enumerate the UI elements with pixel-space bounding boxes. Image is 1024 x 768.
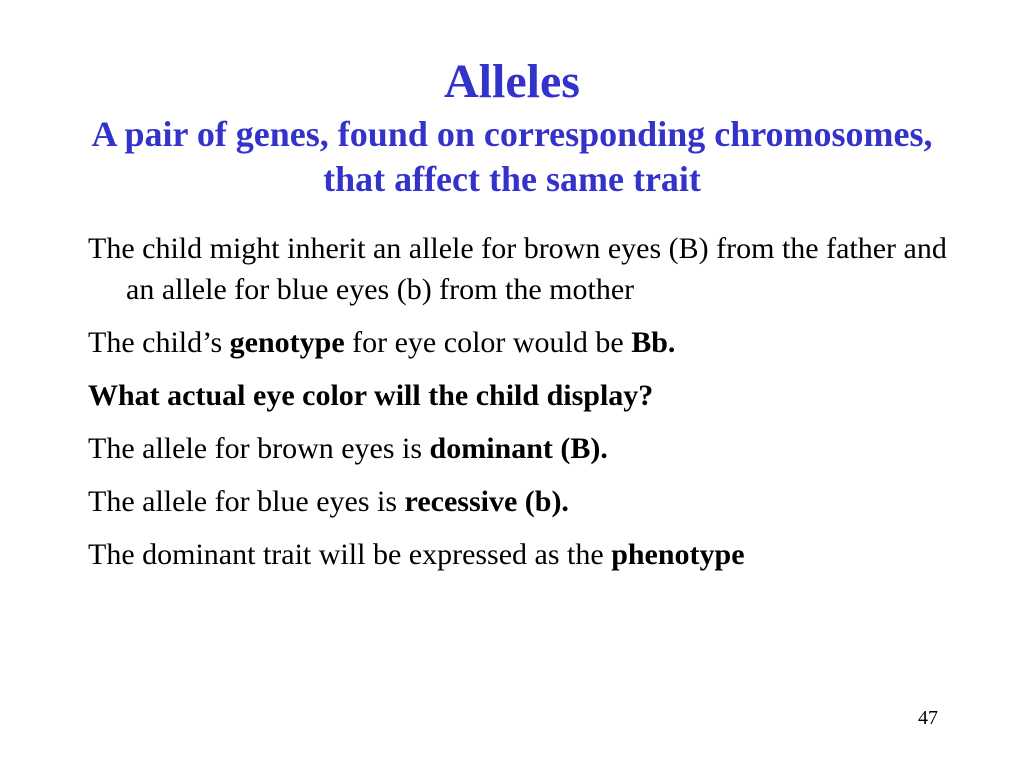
question-text: What actual eye color will the child display? — [88, 379, 654, 412]
bullet-phenotype-prefix: The dominant trait will be expressed as the — [88, 538, 612, 571]
slide-title-block — [60, 52, 964, 202]
term-phenotype: phenotype — [611, 538, 745, 571]
bullet-recessive — [88, 481, 958, 522]
genotype-value: Bb. — [631, 326, 676, 359]
bullet-phenotype — [88, 534, 958, 575]
slide-title: Alleles — [444, 55, 580, 108]
slide-body — [88, 228, 958, 587]
term-dominant: dominant (B). — [429, 432, 608, 465]
bullet-dominant-prefix: The allele for brown eyes is — [88, 432, 430, 465]
page-number: 47 — [918, 707, 938, 729]
term-recessive: recessive (b). — [404, 485, 569, 518]
bullet-genotype-middle: for eye color would be — [344, 326, 632, 359]
bullet-genotype — [88, 322, 958, 363]
bullet-question — [88, 375, 958, 416]
bullet-genotype-prefix: The child’s — [88, 326, 230, 359]
term-genotype: genotype — [229, 326, 345, 359]
bullet-inheritance — [88, 228, 958, 310]
bullet-dominant — [88, 428, 958, 469]
bullet-inheritance-text: The child might inherit an allele for brown eyes (B) from the father and an allele for blue eyes (b) from the mother — [88, 232, 947, 306]
slide-subtitle: A pair of genes, found on corresponding chromosomes, that affect the same trait — [91, 114, 933, 199]
bullet-recessive-prefix: The allele for blue eyes is — [88, 485, 405, 518]
